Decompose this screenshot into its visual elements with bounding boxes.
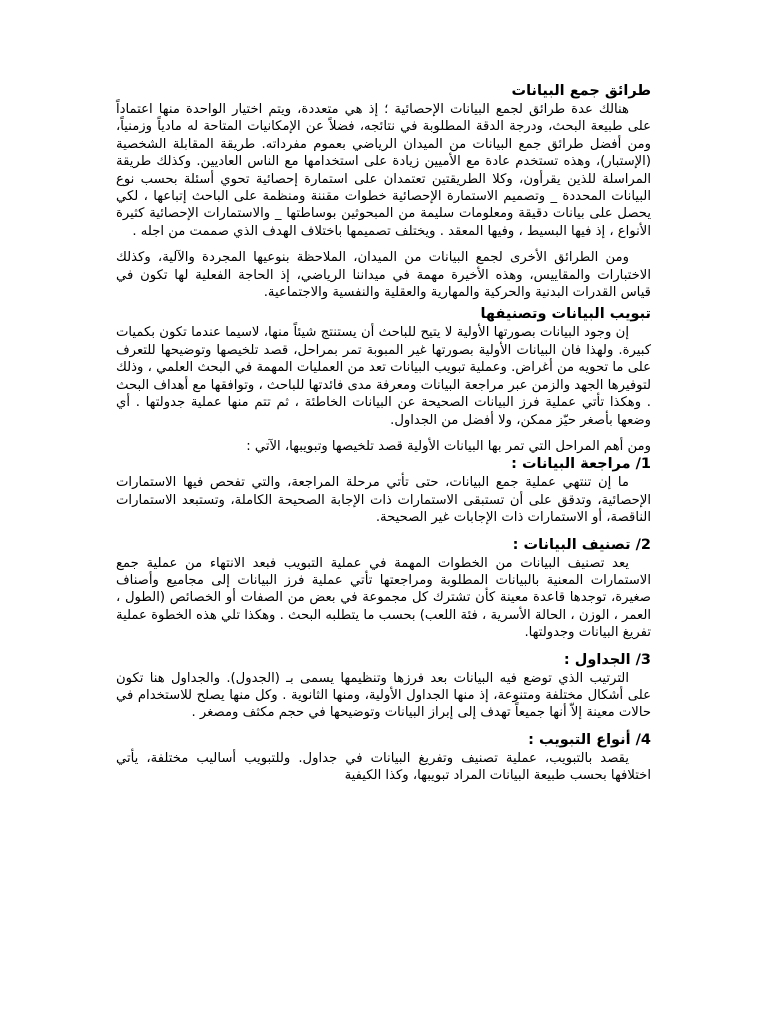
other-methods-paragraph: ومن الطرائق الأخرى لجمع البيانات من الميدان، الملاحظة بنوعيها المجردة والآلية، وكذلك الاختبارات والمقاييس، وهذه الأخيرة مهمة في ميداننا الرياضي، إذ الحاجة الفعلية لها تكون في قياس القدرات البدنية والحركية والمهارية والعقلية والنفسية والاجتماعية. (116, 250, 651, 301)
tabulation-paragraph: إن وجود البيانات بصورتها الأولية لا يتيح للباحث أن يستنتج شيئاً منها، لاسيما عندما تكون بكميات كبيرة. ولهذا فان البيانات الأولية بصورتها غير المبوبة تمر بمراحل، قصد تلخيصها وتوضيحها للتعرف على ما تحويه من أغراض. وعملية تبويب البيانات تعد من العمليات المهمة في البحث العلمي ، وذلك لتوفيرها الجهد والزمن عبر مراجعة البيانات ومعرفة مدى فائدتها للباحث ، وتوافقها مع أهداف البحث . وهكذا تأتي عملية فرز البيانات الصحيحة عن البيانات الخاطئة ، ثم تتم منها عملية جدولتها . أي وضعها بأصغر حيّز ممكن، ولا أفضل من الجداول. (116, 325, 651, 428)
document-title: طرائق جمع البيانات (511, 83, 651, 99)
item-heading-tables: 3/ الجداول : (563, 651, 651, 668)
stages-intro: ومن أهم المراحل التي تمر بها البيانات الأولية قصد تلخيصها وتبويبها، الآتي : (246, 438, 651, 454)
intro-paragraph: هنالك عدة طرائق لجمع البيانات الإحصائية ؛ إذ هي متعددة، ويتم اختيار الواحدة منها اعتماداً على طبيعة البحث، ودرجة الدقة المطلوبة في نتائجه، فضلاً عن الإمكانيات المتاحة له مادياً وزمنياً، ومن أفضل طرائق جمع البيانات من الميدان الرياضي بعموم مفرداته. طريقة المقابلة الشخصية (الإستبار)، وهذه تستخدم عادة مع الأميين زيادة على استخدامها مع الناس العاديين. وكذلك طريقة المراسلة للذين يقرأون، وكلا الطريقتين تعتمدان على استمارة إحصائية تحوي أسئلة بحسب نوع البيانات المحددة _ وتصميم الاستمارة الإحصائية خطوات مقننة ومنظمة على الباحث إتباعها ، لكي يحصل على بيانات دقيقة ومعلومات سليمة من المبحوثين بوساطتها _ والاستمارات الإحصائية كثيرة الأنواع ، إذ فيها البسيط ، وفيها المعقد . ويختلف تصميمها باختلاف الهدف الذي صممت من اجله . (116, 102, 651, 239)
tables-paragraph: الترتيب الذي توضع فيه البيانات بعد فرزها وتنظيمها يسمى بـ (الجدول). والجداول هنا تكون على أشكال مختلفة ومتنوعة، إذ منها الجداول الأولية، ومنها الثانوية . وكل منها يصلح للاستخدام في حالات معينة إلاّ أنها جميعاً تهدف إلى إبراز البيانات وتوضيحها في حجم مكثف ومصغر . (116, 670, 651, 721)
item-heading-tabulation-types: 4/ أنواع التبويب : (528, 731, 651, 748)
section-heading-tabulation: تبويب البيانات وتصنيفها (480, 306, 651, 323)
review-paragraph: ما إن تنتهي عملية جمع البيانات، حتى تأتي مرحلة المراجعة، والتي تفحص فيها الاستمارات الإحصائية، وتدقق على أن تستبقى الاستمارات ذات الإجابة الصحيحة الكاملة، وتستبعد الاستمارات الناقصة، أو الاستمارات ذات الإجابات غير الصحيحة. (116, 475, 651, 526)
classification-paragraph: يعد تصنيف البيانات من الخطوات المهمة في عملية التبويب فبعد الانتهاء من عملية جمع الاستمارات المعنية بالبيانات المطلوبة ومراجعتها تأتي عملية فرز البيانات إلى مجاميع وأصناف صغيرة، توجدها قاعدة معينة كأن تشترك كل مجموعة في بعض من الصفات أو الخصائص (الطول ، العمر ، الوزن ، الحالة الأسرية ، فئة اللعب) بحسب ما يتطلبه البحث . وهكذا تلي هذه الخطوة عملية تفريغ البيانات وجدولتها. (116, 555, 651, 641)
item-heading-classification: 2/ تصنيف البيانات : (512, 536, 651, 553)
item-heading-review: 1/ مراجعة البيانات : (511, 456, 651, 473)
tabulation-types-paragraph: يقصد بالتبويب، عملية تصنيف وتفريغ البيانات في جداول. وللتبويب أساليب مختلفة، يأتي اختلافها بحسب طبيعة البيانات المراد تبويبها، وكذا الكيفية (116, 750, 651, 784)
